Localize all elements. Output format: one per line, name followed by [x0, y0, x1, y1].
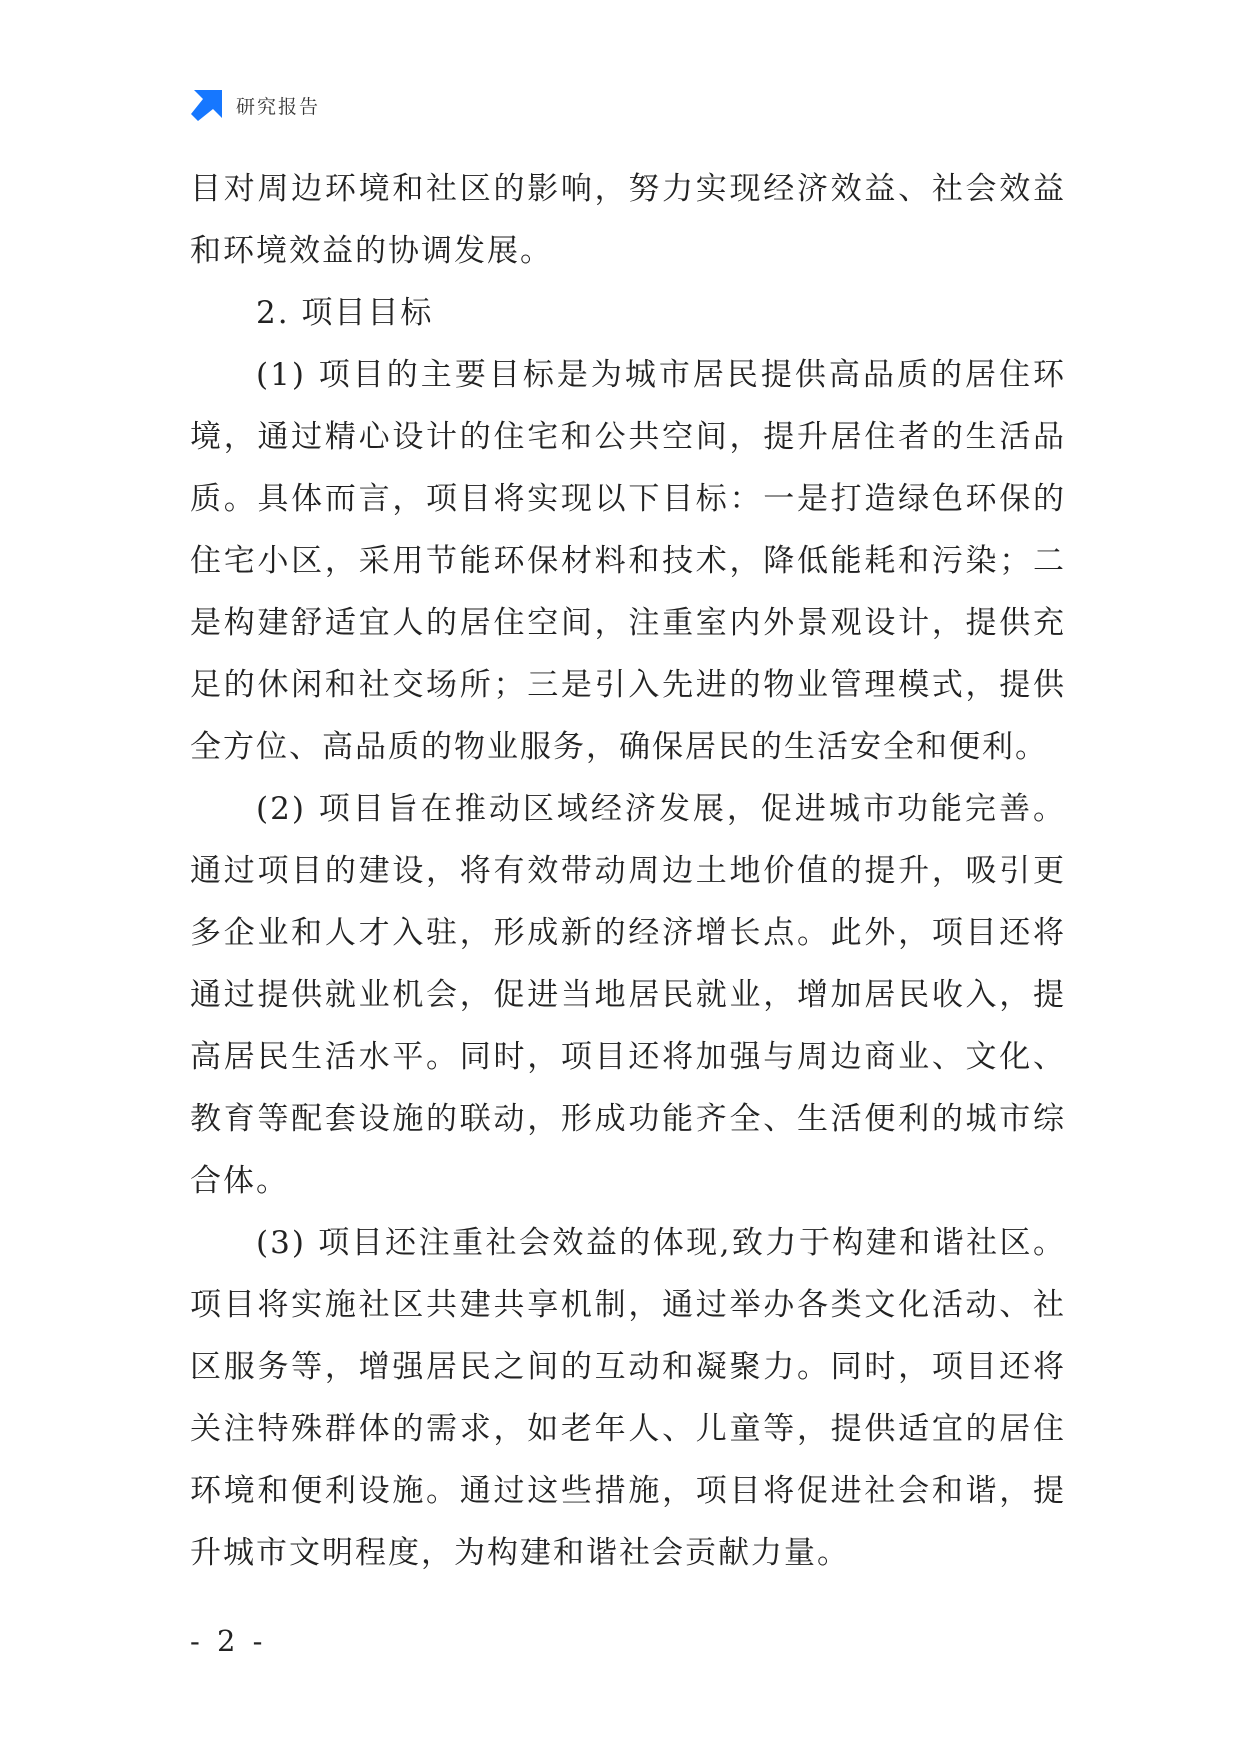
arrow-up-right-icon: [190, 88, 224, 122]
paragraph-goal-3: (3) 项目还注重社会效益的体现,致力于构建和谐社区。项目将实施社区共建共享机制，通过举办各类文化活动、社区服务等，增强居民之间的互动和凝聚力。同时，项目还将关注特殊群体的需求，如老年人、儿童等，提供适宜的居住环境和便利设施。通过这些措施，项目将促进社会和谐，提升城市文明程度，为构建和谐社会贡献力量。: [190, 1225, 1066, 1571]
paragraph-goal-1: (1) 项目的主要目标是为城市居民提供高品质的居住环境，通过精心设计的住宅和公共空间，提升居住者的生活品质。具体而言，项目将实现以下目标：一是打造绿色环保的住宅小区，采用节能环保材料和技术，降低能耗和污染；二是构建舒适宜人的居住空间，注重室内外景观设计，提供充足的休闲和社交场所；三是引入先进的物业管理模式，提供全方位、高品质的物业服务，确保居民的生活安全和便利。: [190, 357, 1066, 765]
document-body: [190, 158, 1066, 1584]
header-title: 研究报告: [236, 95, 321, 118]
paragraph-continuation: 目对周边环境和社区的影响，努力实现经济效益、社会效益和环境效益的协调发展。: [190, 171, 1066, 269]
page-number: - 2 -: [190, 1624, 267, 1658]
paragraph-goal-2: (2) 项目旨在推动区域经济发展，促进城市功能完善。通过项目的建设，将有效带动周边土地价值的提升，吸引更多企业和人才入驻，形成新的经济增长点。此外，项目还将通过提供就业机会，促进当地居民就业，增加居民收入，提高居民生活水平。同时，项目还将加强与周边商业、文化、教育等配套设施的联动，形成功能齐全、生活便利的城市综合体。: [190, 791, 1066, 1199]
page-header: [190, 88, 320, 122]
section-heading: 2. 项目目标: [256, 295, 434, 331]
